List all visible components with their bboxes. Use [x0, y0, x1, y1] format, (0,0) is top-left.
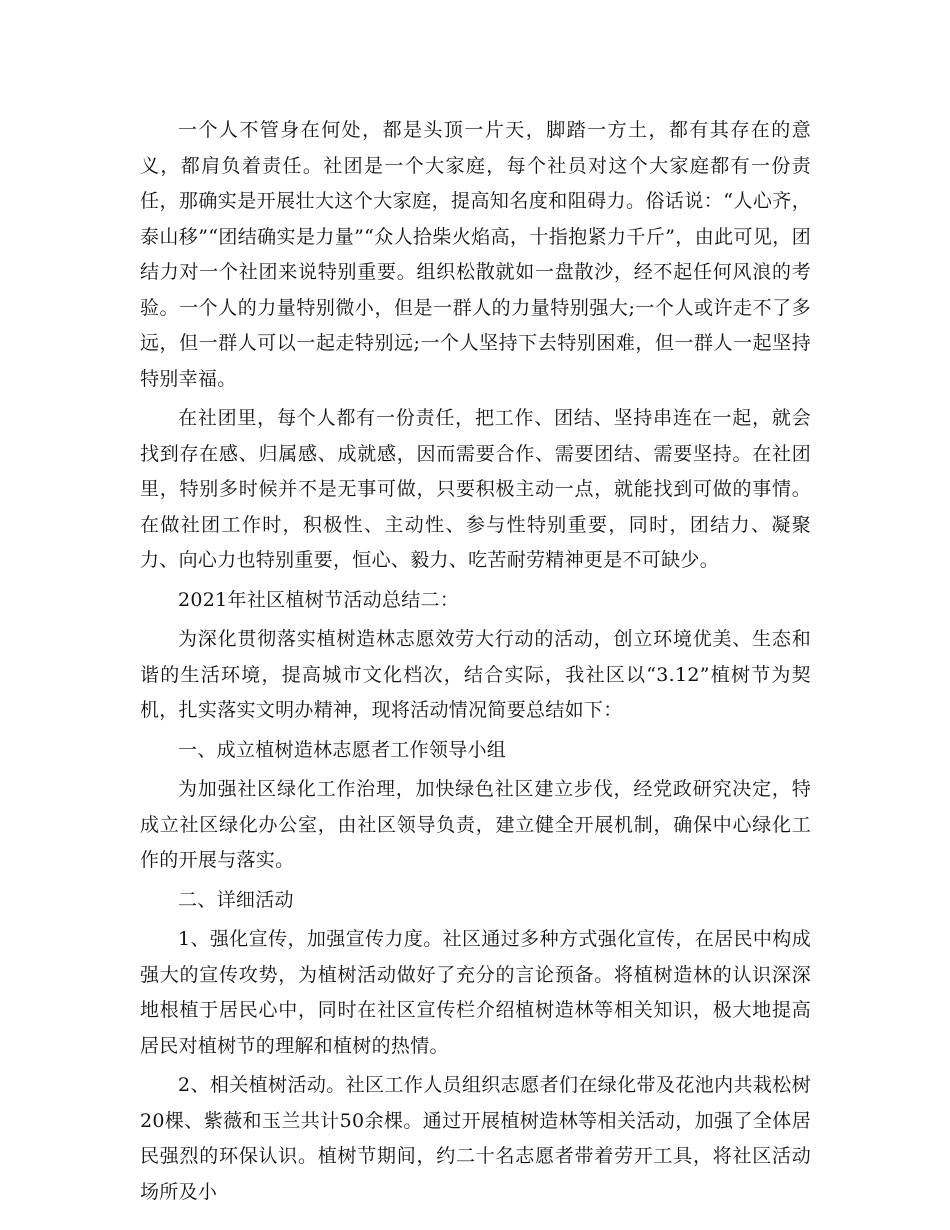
- paragraph-intro: 为深化贯彻落实植树造林志愿效劳大行动的活动，创立环境优美、生态和谐的生活环境，提高城市文化档次，结合实际，我社区以“3.12”植树节为契机，扎实落实文明办精神，现将活动情况简要总结如下：: [140, 628, 811, 721]
- heading-leadership-group: 一、成立植树造林志愿者工作领导小组: [178, 738, 507, 761]
- heading-detailed-activities: 二、详细活动: [178, 888, 294, 911]
- section-title-summary-two: 2021年社区植树节活动总结二：: [178, 588, 460, 611]
- paragraph-publicity: 1、强化宣传，加强宣传力度。社区通过多种方式强化宣传，在居民中构成强大的宣传攻势，为植树活动做好了充分的言论预备。将植树造林的认识深深地根植于居民心中，同时在社区宣传栏介绍植树造林等相关知识，极大地提高居民对植树节的理解和植树的热情。: [140, 928, 811, 1057]
- paragraph-responsibility: 一个人不管身在何处，都是头顶一片天，脚踏一方土，都有其存在的意义，都肩负着责任。社团是一个大家庭，每个社员对这个大家庭都有一份责任，那确实是开展壮大这个大家庭，提高知名度和阻碍力。俗话说：“人心齐，泰山移”“团结确实是力量”“众人拾柴火焰高，十指抱紧力千斤”，由此可见，团结力对一个社团来说特别重要。组织松散就如一盘散沙，经不起任何风浪的考验。一个人的力量特别微小，但是一群人的力量特别强大;一个人或许走不了多远，但一群人可以一起走特别远;一个人坚持下去特别困难，但一群人一起坚持特别幸福。: [140, 119, 811, 390]
- paragraph-greening-office: 为加强社区绿化工作治理，加快绿色社区建立步伐，经党政研究决定，特成立社区绿化办公室，由社区领导负责，建立健全开展机制，确保中心绿化工作的开展与落实。: [140, 778, 811, 871]
- paragraph-planting-activity: 2、相关植树活动。社区工作人员组织志愿者们在绿化带及花池内共栽松树20棵、紫薇和玉兰共计50余棵。通过开展植树造林等相关活动，加强了全体居民强烈的环保认识。植树节期间，约二十名志愿者带着劳开工具，将社区活动场所及小: [140, 1074, 811, 1203]
- paragraph-society-duty: 在社团里，每个人都有一份责任，把工作、团结、坚持串连在一起，就会找到存在感、归属感、成就感，因而需要合作、需要团结、需要坚持。在社团里，特别多时候并不是无事可做，只要积极主动一点，就能找到可做的事情。在做社团工作时，积极性、主动性、参与性特别重要，同时，团结力、凝聚力、向心力也特别重要，恒心、毅力、吃苦耐劳精神更是不可缺少。: [140, 407, 811, 571]
- document-body: [140, 113, 811, 1210]
